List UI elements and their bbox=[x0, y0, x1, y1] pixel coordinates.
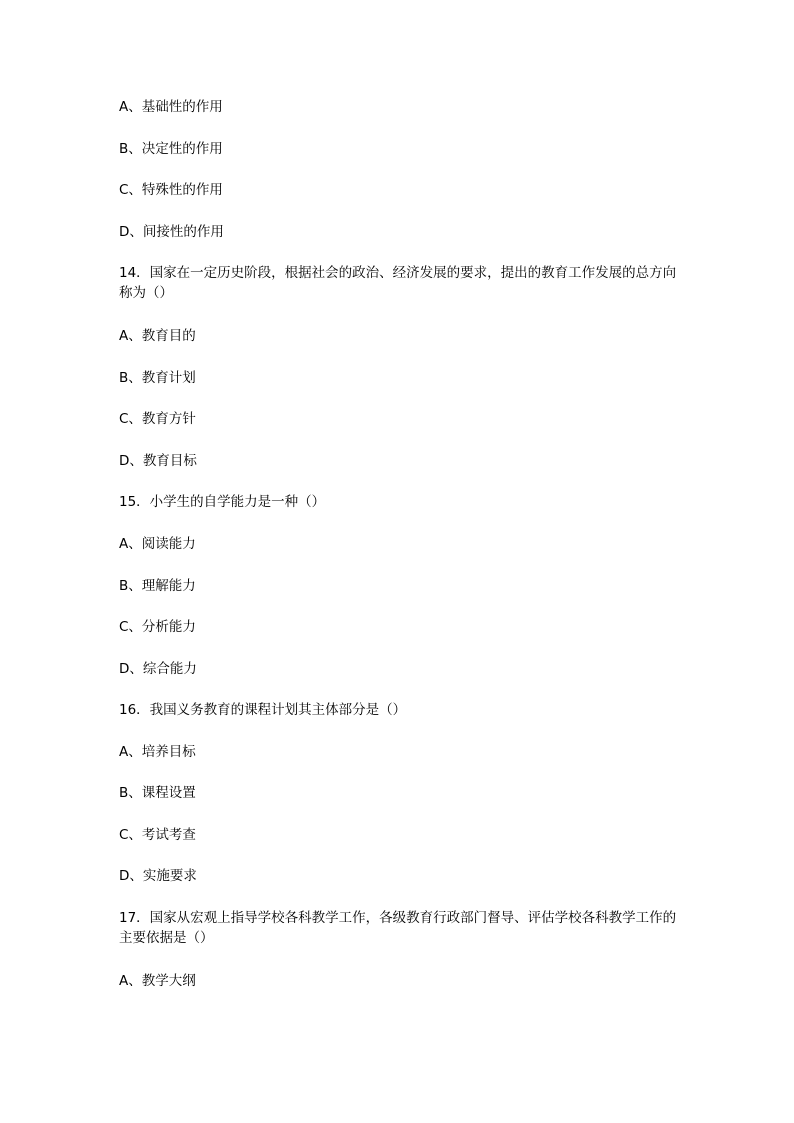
option-a: A、教学大纲 bbox=[119, 973, 196, 989]
option-c: C、教育方针 bbox=[119, 411, 196, 427]
option-a: A、培养目标 bbox=[119, 744, 196, 760]
option-d: D、教育目标 bbox=[119, 453, 197, 469]
option-a: A、基础性的作用 bbox=[119, 99, 223, 115]
option-a: A、阅读能力 bbox=[119, 536, 196, 552]
option-b: B、课程设置 bbox=[119, 785, 196, 801]
option-b: B、决定性的作用 bbox=[119, 141, 223, 157]
option-c: C、分析能力 bbox=[119, 619, 196, 635]
question-16: 16．我国义务教育的课程计划其主体部分是（） bbox=[119, 702, 407, 718]
question-14: 14．国家在一定历史阶段，根据社会的政治、经济发展的要求，提出的教育工作发展的总方向称为（） bbox=[119, 265, 677, 301]
option-d: D、综合能力 bbox=[119, 661, 197, 677]
option-c: C、特殊性的作用 bbox=[119, 182, 223, 198]
option-d: D、实施要求 bbox=[119, 868, 197, 884]
question-15: 15．小学生的自学能力是一种（） bbox=[119, 494, 326, 510]
option-b: B、教育计划 bbox=[119, 370, 196, 386]
option-b: B、理解能力 bbox=[119, 578, 196, 594]
question-17: 17．国家从宏观上指导学校各科教学工作，各级教育行政部门督导、评估学校各科教学工作的主要依据是（） bbox=[119, 910, 677, 946]
option-d: D、间接性的作用 bbox=[119, 224, 224, 240]
option-c: C、考试考查 bbox=[119, 827, 196, 843]
option-a: A、教育目的 bbox=[119, 328, 196, 344]
